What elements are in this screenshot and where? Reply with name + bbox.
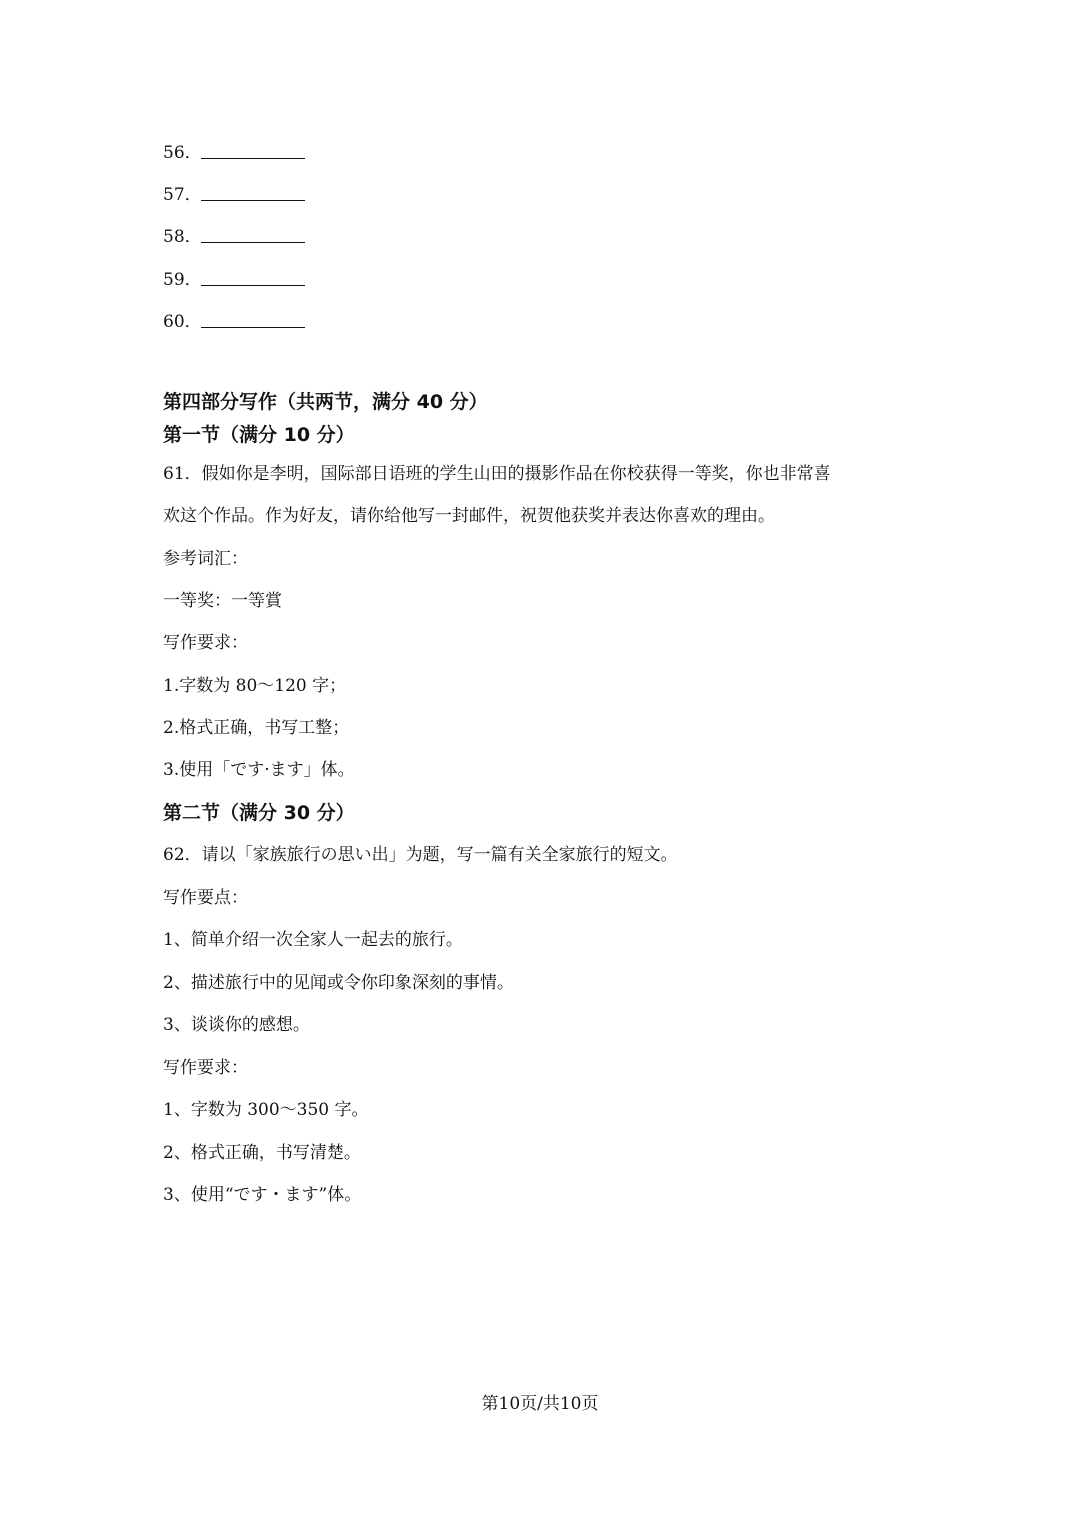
blank-line — [201, 140, 305, 159]
requirements-label: 写作要求： — [163, 633, 248, 653]
blank-number: 56． — [163, 143, 202, 163]
blank-number: 58． — [163, 227, 202, 247]
point-item: 1、简单介绍一次全家人一起去的旅行。 — [163, 930, 463, 950]
blank-line — [201, 182, 305, 201]
part4-title: 第四部分写作（共两节，满分 40 分） — [163, 391, 488, 413]
answer-blank-59 — [163, 267, 305, 293]
requirement-item: 2、格式正确，书写清楚。 — [163, 1143, 361, 1163]
blank-line — [201, 267, 305, 286]
points-label: 写作要点： — [163, 888, 248, 908]
answer-blank-56 — [163, 140, 305, 166]
requirement-item: 3、使用“です・ます”体。 — [163, 1185, 362, 1205]
question-61-line2: 欢这个作品。作为好友，请你给他写一封邮件，祝贺他获奖并表达你喜欢的理由。 — [163, 506, 775, 526]
vocab-label: 参考词汇： — [163, 549, 248, 569]
blank-number: 59． — [163, 270, 202, 290]
point-item: 2、描述旅行中的见闻或令你印象深刻的事情。 — [163, 973, 514, 993]
blank-number: 60． — [163, 312, 202, 332]
vocab-item: 一等奖：一等賞 — [163, 591, 282, 611]
blank-line — [201, 224, 305, 243]
section2-title: 第二节（满分 30 分） — [163, 802, 355, 824]
question-62: 62．请以「家族旅行の思い出」为题，写一篇有关全家旅行的短文。 — [163, 845, 678, 865]
requirement-item: 2.格式正确，书写工整； — [163, 718, 350, 738]
section1-title: 第一节（满分 10 分） — [163, 424, 355, 446]
requirement-item: 3.使用「です·ます」体。 — [163, 760, 355, 780]
requirement-item: 1、字数为 300～350 字。 — [163, 1100, 369, 1120]
blank-number: 57． — [163, 185, 202, 205]
question-61-line1: 61．假如你是李明，国际部日语班的学生山田的摄影作品在你校获得一等奖，你也非常喜 — [163, 464, 831, 484]
blank-line — [201, 309, 305, 328]
answer-blank-57 — [163, 182, 305, 208]
point-item: 3、谈谈你的感想。 — [163, 1015, 310, 1035]
requirements-label: 写作要求： — [163, 1058, 248, 1078]
answer-blank-60 — [163, 309, 305, 335]
answer-blank-58 — [163, 224, 305, 250]
requirement-item: 1.字数为 80～120 字； — [163, 676, 347, 696]
page-footer: 第10页/共10页 — [481, 1394, 599, 1414]
